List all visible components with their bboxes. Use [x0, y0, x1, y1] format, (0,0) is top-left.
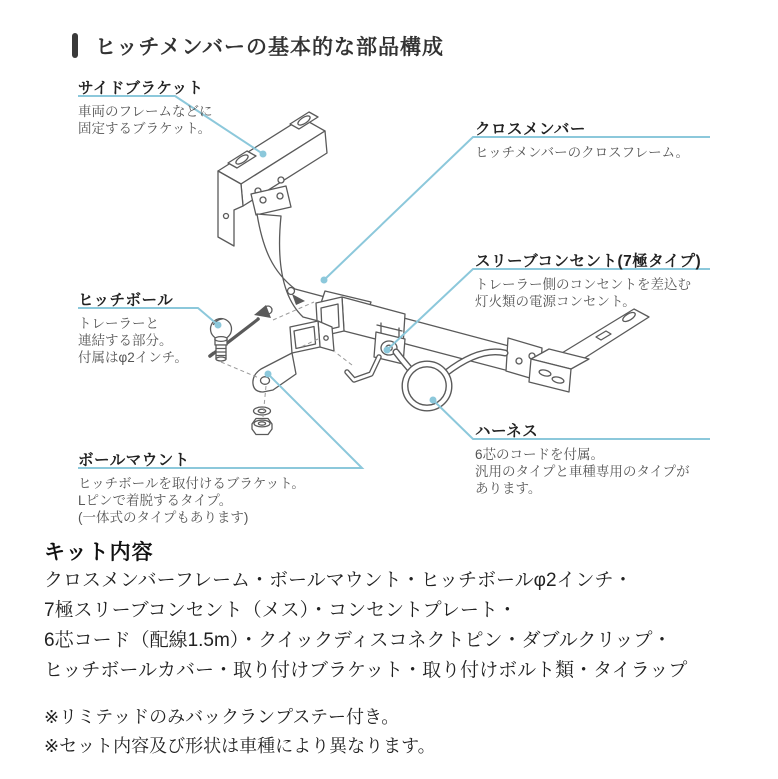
- right-side-bracket-drawing: [529, 309, 649, 392]
- kit-contents-list: [44, 566, 687, 686]
- kit-contents-heading: キット内容: [44, 541, 154, 564]
- leader-dot-side-bracket: [260, 151, 267, 158]
- part-desc-line: 固定するブラケット。: [78, 121, 212, 136]
- part-desc-line: (一体式のタイプもあります): [78, 510, 249, 525]
- note-line: ※セット内容及び形状は車種により異なります。: [44, 736, 436, 756]
- leader-dot-sleeve-outlet: [384, 347, 391, 354]
- part-desc-line: トレーラーと: [78, 316, 159, 331]
- part-desc-line: 車両のフレームなどに: [78, 104, 213, 119]
- washer-drawing: [254, 407, 271, 415]
- part-desc-line: 付属はφ2インチ。: [78, 350, 188, 365]
- part-name-cross-member: クロスメンバー: [475, 121, 586, 138]
- leader-dot-hitch-ball: [215, 322, 222, 329]
- label-harness: [475, 419, 690, 497]
- part-desc-line: ヒッチボールを取付けるブラケット。: [78, 476, 305, 491]
- leader-dot-cross-member: [321, 277, 328, 284]
- footnotes: [44, 703, 436, 761]
- kit-line: 7極スリーブコンセント（メス）・コンセントプレート・: [44, 600, 517, 621]
- part-name-side-bracket: サイドブラケット: [78, 80, 204, 97]
- kit-line: 6芯コード（配線1.5m）・クイックディスコネクトピン・ダブルクリップ・: [44, 630, 672, 651]
- label-side-bracket: [78, 76, 212, 137]
- leader-dot-harness: [430, 397, 437, 404]
- l-pin-drawing: [347, 357, 379, 380]
- page-title: ヒッチメンバーの基本的な部品構成: [95, 36, 445, 59]
- label-hitch-ball: [78, 288, 188, 366]
- part-desc-line: 灯火類の電源コンセント。: [475, 294, 636, 309]
- label-ball-mount: [78, 448, 305, 526]
- part-name-ball-mount: ボールマウント: [78, 452, 190, 469]
- part-name-harness: ハーネス: [475, 423, 539, 440]
- label-cross-member: [475, 117, 689, 161]
- part-desc-line: あります。: [475, 481, 542, 496]
- part-desc-line: Lピンで着脱するタイプ。: [78, 493, 233, 508]
- leader-dot-ball-mount: [265, 371, 272, 378]
- nut-drawing: [252, 419, 272, 435]
- label-sleeve-outlet: [475, 249, 701, 310]
- part-name-hitch-ball: ヒッチボール: [78, 292, 174, 309]
- part-desc-line: ヒッチメンバーのクロスフレーム。: [475, 145, 689, 160]
- part-name-sleeve-outlet: スリーブコンセント(7極タイプ): [475, 253, 702, 270]
- part-desc-line: 6芯のコードを付属。: [475, 447, 605, 462]
- kit-line: クロスメンバーフレーム・ボールマウント・ヒッチボールφ2インチ・: [44, 570, 633, 591]
- note-line: ※リミテッドのみバックランプステー付き。: [44, 707, 400, 727]
- part-desc-line: 汎用のタイプと車種専用のタイプが: [475, 464, 690, 479]
- ball-mount-drawing: [253, 321, 334, 392]
- part-desc-line: 連結する部分。: [78, 333, 173, 348]
- part-desc-line: トレーラー側のコンセントを差込む: [475, 277, 691, 292]
- kit-line: ヒッチボールカバー・取り付けブラケット・取り付けボルト類・タイラップ: [44, 660, 688, 681]
